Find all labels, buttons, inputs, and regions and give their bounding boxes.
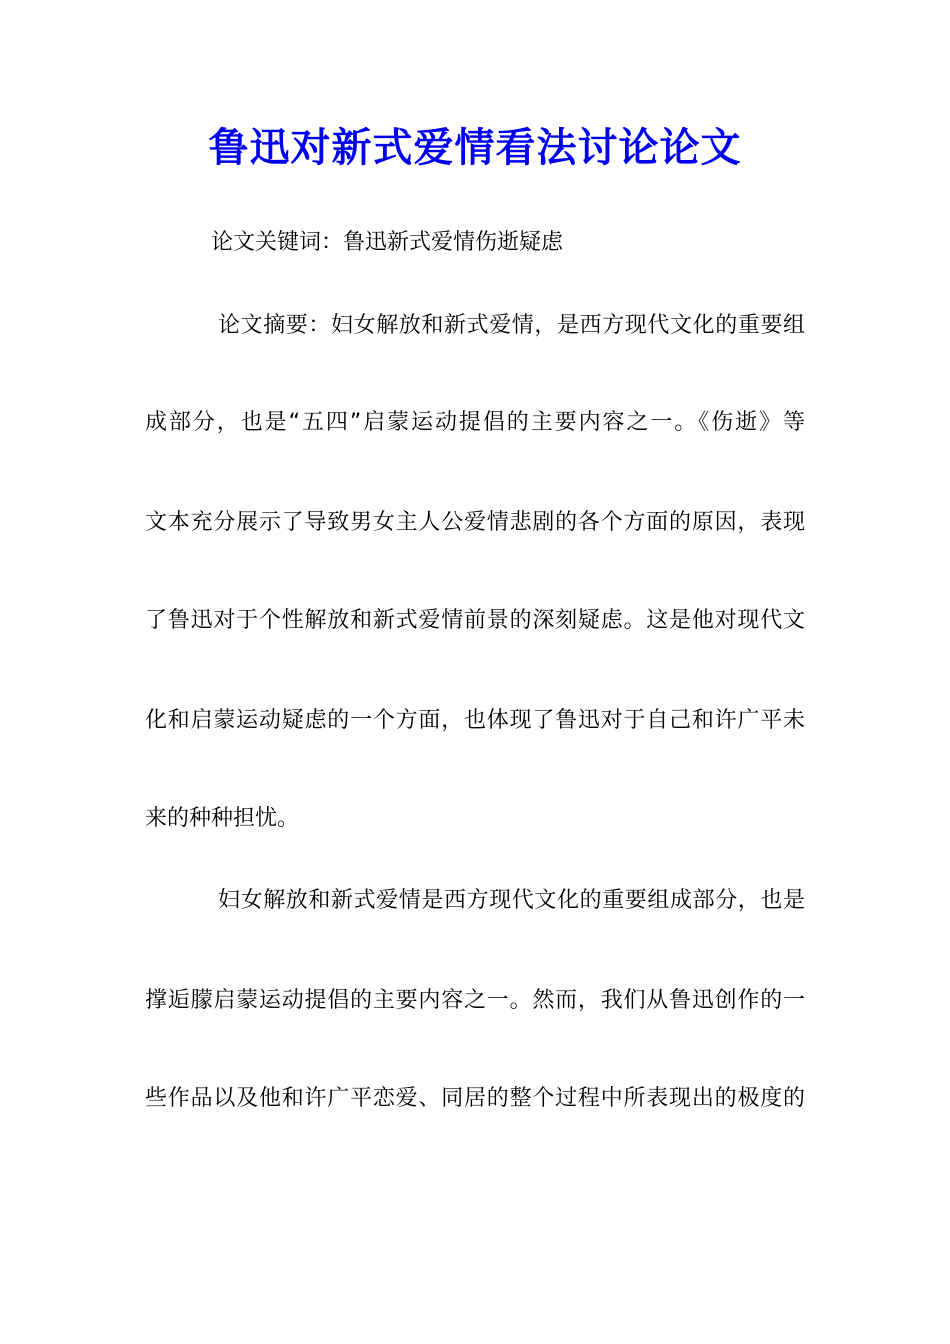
- keywords-line: 论文关键词：鲁迅新式爱情伤逝疑虑: [211, 230, 564, 255]
- document-title: 鲁迅对新式爱情看法讨论论文: [208, 124, 742, 171]
- abstract-line: 了鲁迅对于个性解放和新式爱情前景的深刻疑虑。这是他对现代文: [145, 608, 805, 633]
- body-line: 撑逅朦启蒙运动提倡的主要内容之一。然而，我们从鲁迅创作的一: [145, 988, 805, 1013]
- abstract-line: 来的种种担忧。: [145, 806, 300, 831]
- abstract-line: 成部分，也是“五四”启蒙运动提倡的主要内容之一。《伤逝》等: [145, 410, 805, 435]
- abstract-line: 文本充分展示了导致男女主人公爱情悲剧的各个方面的原因，表现: [145, 510, 805, 535]
- body-line: 妇女解放和新式爱情是西方现代文化的重要组成部分，也是: [218, 888, 805, 913]
- body-line: 些作品以及他和许广平恋爱、同居的整个过程中所表现出的极度的: [145, 1086, 805, 1111]
- abstract-line: 论文摘要：妇女解放和新式爱情，是西方现代文化的重要组: [218, 313, 805, 338]
- abstract-line: 化和启蒙运动疑虑的一个方面，也体现了鲁迅对于自己和许广平未: [145, 708, 805, 733]
